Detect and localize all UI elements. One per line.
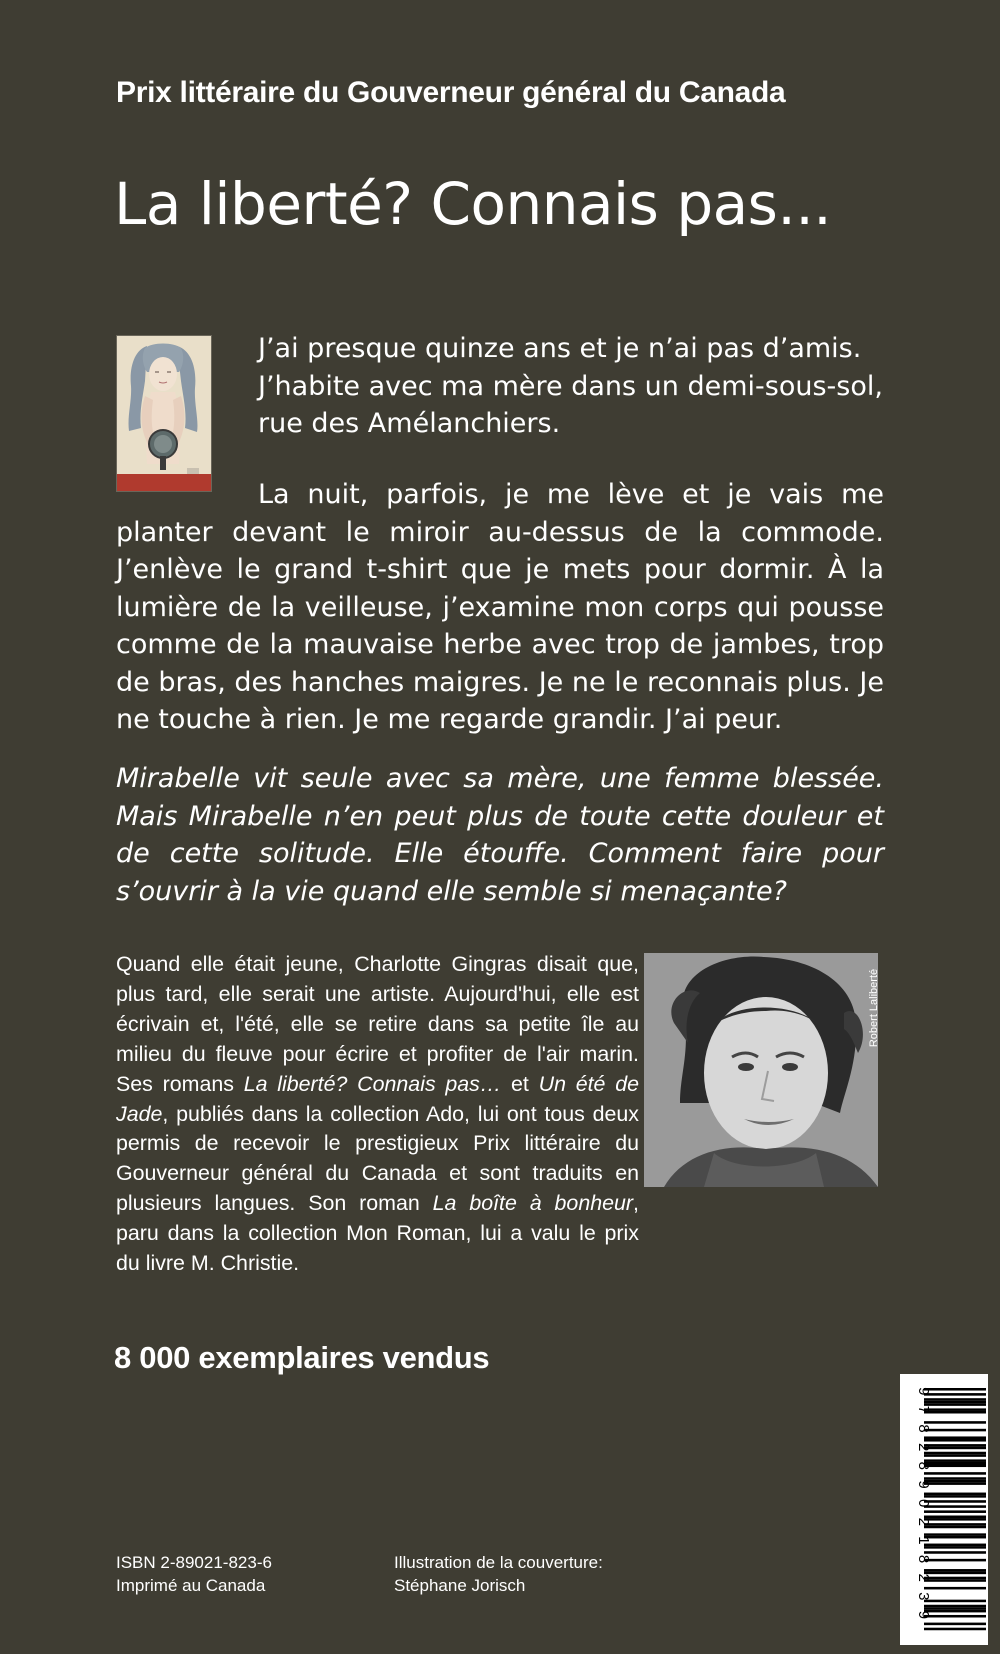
barcode-bar	[924, 1454, 986, 1457]
barcode-bar	[924, 1518, 986, 1521]
author-photo	[644, 953, 878, 1187]
barcode-bar	[924, 1610, 986, 1613]
barcode-bar	[924, 1465, 986, 1468]
barcode	[900, 1374, 988, 1645]
barcode-bar	[924, 1572, 986, 1575]
printed-in: Imprimé au Canada	[116, 1576, 266, 1595]
girl-mirror-illustration	[117, 336, 211, 491]
author-portrait	[644, 953, 878, 1187]
barcode-bar	[924, 1388, 986, 1391]
barcode-bar	[924, 1523, 986, 1526]
barcode-bar	[924, 1398, 986, 1401]
award-heading: Prix littéraire du Gouverneur général du Canada	[116, 76, 786, 109]
author-bio	[116, 950, 639, 1279]
barcode-bar	[924, 1500, 986, 1503]
book-title: La liberté? Connais pas...	[114, 170, 832, 238]
barcode-bar	[924, 1587, 986, 1590]
barcode-bar	[924, 1526, 986, 1529]
bio-book-title: La liberté? Connais pas…	[243, 1071, 502, 1096]
barcode-bar	[924, 1579, 986, 1582]
bio-text: et	[501, 1071, 539, 1096]
barcode-digit: 9	[915, 1610, 932, 1620]
barcode-bar	[924, 1577, 986, 1580]
barcode-bar	[924, 1452, 986, 1455]
photo-credit: Robert Laliberté	[868, 968, 880, 1048]
barcode-bar	[924, 1462, 986, 1465]
barcode-bar	[924, 1477, 986, 1480]
summary-paragraph: Mirabelle vit seule avec sa mère, une femme blessée. Mais Mirabelle n’en peut plus de toute cette douleur et de cette solitude. Elle étouffe. Comment faire pour s’ouvrir à la vie quand elle semble si menaçante?	[116, 763, 884, 907]
barcode-digit: 1	[915, 1536, 932, 1545]
bio-book-title: La boîte à bonheur	[432, 1191, 634, 1216]
barcode-bar	[924, 1421, 986, 1424]
barcode-bar	[924, 1411, 986, 1414]
barcode-bar	[924, 1628, 986, 1631]
barcode-bar	[924, 1459, 986, 1462]
barcode-bar	[924, 1607, 986, 1610]
barcode-bar	[924, 1472, 986, 1475]
barcode-bars	[900, 1374, 988, 1645]
bio-text: , publiés dans la collection Ado, lui ont tous deux permis de recevoir le prestigieux Prix littéraire du Gouverneur général du Canada et sont traduits en plusieurs langues. Son roman	[116, 1101, 639, 1216]
barcode-bar	[924, 1536, 986, 1539]
barcode-digit: 0	[915, 1498, 932, 1508]
barcode-digit: 7	[915, 1405, 932, 1415]
footer-left	[116, 1551, 272, 1597]
barcode-bar	[924, 1559, 986, 1562]
barcode-bar	[924, 1444, 986, 1447]
barcode-digit: 8	[915, 1554, 932, 1564]
barcode-bar	[924, 1516, 986, 1519]
copies-sold: 8 000 exemplaires vendus	[114, 1340, 490, 1375]
barcode-bar	[924, 1546, 986, 1549]
barcode-bar	[924, 1505, 986, 1508]
barcode-digit: 9	[915, 1480, 932, 1489]
barcode-bar	[924, 1401, 986, 1404]
bio-text: , paru dans la collection Mon Roman, lui a valu le prix du livre M. Christie.	[116, 1191, 639, 1276]
barcode-digit: 8	[915, 1424, 932, 1433]
barcode-bar	[924, 1495, 986, 1498]
excerpt-paragraph-2: La nuit, parfois, je me lève et je vais me planter devant le miroir au-dessus de la commode. J’enlève le grand t-shirt que je mets pour dormir. À la lumière de la veilleuse, j’examine mon corps qui pousse comme de la mauvaise herbe avec trop de jambes, trop de bras, des hanches maigres. Je ne le reconnais plus. Je ne touche à rien. Je me regarde grandir. J’ai peur.	[116, 479, 884, 735]
barcode-bar	[924, 1615, 986, 1618]
cover-illustration-thumbnail	[116, 335, 212, 492]
barcode-digit: 2	[915, 1573, 932, 1582]
barcode-bar	[924, 1393, 986, 1396]
barcode-bar	[924, 1408, 986, 1411]
barcode-bar	[924, 1544, 986, 1547]
barcode-bar	[924, 1429, 986, 1432]
barcode-bar	[924, 1510, 986, 1513]
barcode-digit: 2	[915, 1443, 932, 1452]
barcode-bar	[924, 1605, 986, 1608]
footer-right	[394, 1551, 603, 1597]
barcode-bar	[924, 1493, 986, 1496]
barcode-bar	[924, 1482, 986, 1485]
barcode-bar	[924, 1439, 986, 1442]
illustration-label: Illustration de la couverture:	[394, 1553, 603, 1572]
isbn: ISBN 2-89021-823-6	[116, 1553, 272, 1572]
barcode-bar	[924, 1447, 986, 1450]
excerpt-paragraph-1: J’ai presque quinze ans et je n’ai pas d’amis. J’habite avec ma mère dans un demi-sous-sol, rue des Amélanchiers.	[258, 333, 883, 439]
barcode-bar	[924, 1623, 986, 1626]
barcode-bar	[924, 1480, 986, 1483]
barcode-bar	[924, 1403, 986, 1406]
bio-book-title: Un été de Jade	[116, 1071, 640, 1126]
barcode-bar	[924, 1600, 986, 1603]
barcode-bar	[924, 1569, 986, 1572]
barcode-digit: 2	[915, 1517, 932, 1526]
barcode-digit: 8	[915, 1461, 932, 1471]
barcode-bar	[924, 1436, 986, 1439]
barcode-bar	[924, 1533, 986, 1536]
barcode-digit: 3	[915, 1592, 932, 1601]
bio-text: Quand elle était jeune, Charlotte Gingras disait que, plus tard, elle serait une artiste. Aujourd'hui, elle est écrivain et, l'été, elle se retire dans sa petite île au milieu du fleuve pour écrire et profiter de l'air marin. Ses romans	[116, 952, 639, 1096]
illustrator-name: Stéphane Jorisch	[394, 1576, 526, 1595]
barcode-bar	[924, 1551, 986, 1554]
barcode-digit: 9	[915, 1387, 932, 1396]
